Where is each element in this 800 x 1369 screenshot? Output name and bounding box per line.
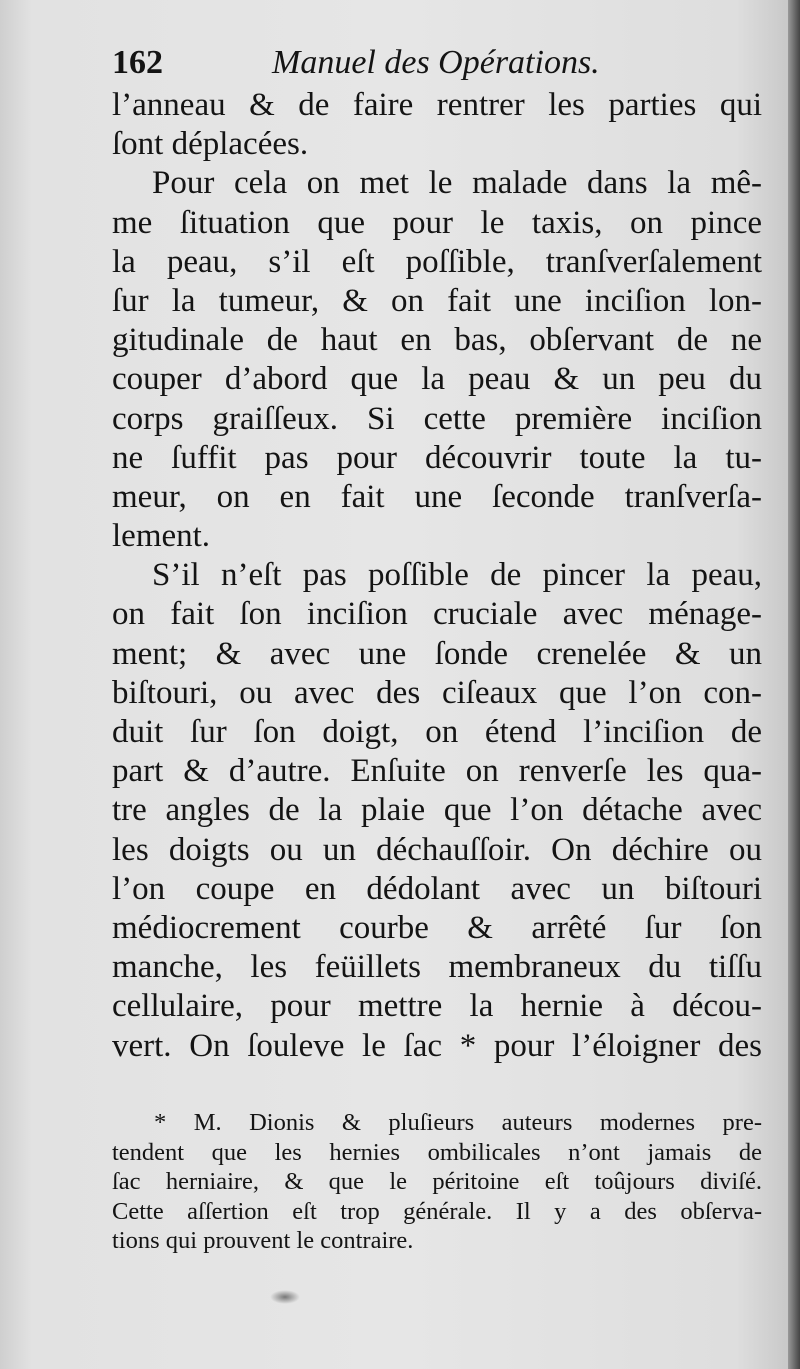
text-line: l’on coupe en dédolant avec un biſtouri bbox=[112, 870, 762, 907]
text-line: médiocrement courbe & arrêté ſur ſon bbox=[112, 909, 762, 946]
text-line: ment; & avec une ſonde crenelée & un bbox=[112, 635, 762, 672]
running-title: Manuel des Opérations. bbox=[272, 44, 600, 81]
text-line: biſtouri, ou avec des ciſeaux que l’on con- bbox=[112, 674, 762, 711]
ink-smudge bbox=[270, 1290, 300, 1304]
text-line: la peau, s’il eſt poſſible, tranſverſalement bbox=[112, 243, 762, 280]
text-line: Pour cela on met le malade dans la mê- bbox=[152, 165, 762, 202]
text-line: l’anneau & de faire rentrer les parties qui bbox=[112, 87, 762, 123]
text-line: duit ſur ſon doigt, on étend l’inciſion de bbox=[112, 714, 762, 750]
text-line: S’il n’eſt pas poſſible de pincer la peau, bbox=[152, 557, 762, 594]
text-line: on fait ſon inciſion cruciale avec ménage- bbox=[112, 596, 762, 633]
text-line: part & d’autre. Enſuite on renverſe les qua- bbox=[112, 753, 762, 790]
footnote-line: Cette aſſertion eſt trop générale. Il y a des obſerva- bbox=[112, 1197, 762, 1225]
page-gutter-shadow bbox=[788, 0, 800, 1369]
text-line: meur, on en fait une ſeconde tranſverſa- bbox=[112, 478, 762, 515]
text-line: gitudinale de haut en bas, obſervant de ne bbox=[112, 322, 762, 359]
footnote-line: * M. Dionis & pluſieurs auteurs modernes pre- bbox=[154, 1109, 762, 1136]
text-line: ne ſuffit pas pour découvrir toute la tu- bbox=[112, 439, 762, 476]
text-line: lement. bbox=[112, 518, 211, 555]
text-line: les doigts ou un déchauſſoir. On déchire ou bbox=[112, 831, 762, 868]
page-header bbox=[112, 40, 772, 90]
text-line: tre angles de la plaie que l’on détache avec bbox=[112, 792, 762, 829]
footnote-line: tions qui prouvent le contraire. bbox=[112, 1227, 414, 1254]
text-line: manche, les feüillets membraneux du tiſſu bbox=[112, 949, 762, 986]
footnote-line: ſac herniaire, & que le péritoine eſt toûjours diviſé. bbox=[112, 1168, 762, 1195]
text-line: corps graiſſeux. Si cette première inciſion bbox=[112, 400, 762, 437]
text-line: vert. On ſouleve le ſac * pour l’éloigner des bbox=[112, 1027, 762, 1064]
text-line: ſont déplacées. bbox=[112, 126, 309, 163]
body-text bbox=[112, 86, 762, 1066]
text-line: ſur la tumeur, & on fait une inciſion lon- bbox=[112, 282, 762, 319]
text-line: cellulaire, pour mettre la hernie à décou- bbox=[112, 988, 762, 1025]
footnote-line: tendent que les hernies ombilicales n’ont jamais de bbox=[112, 1138, 762, 1166]
page-number: 162 bbox=[112, 44, 163, 81]
text-line: couper d’abord que la peau & un peu du bbox=[112, 361, 762, 398]
text-line: me ſituation que pour le taxis, on pince bbox=[112, 204, 762, 241]
footnote bbox=[112, 1108, 762, 1256]
